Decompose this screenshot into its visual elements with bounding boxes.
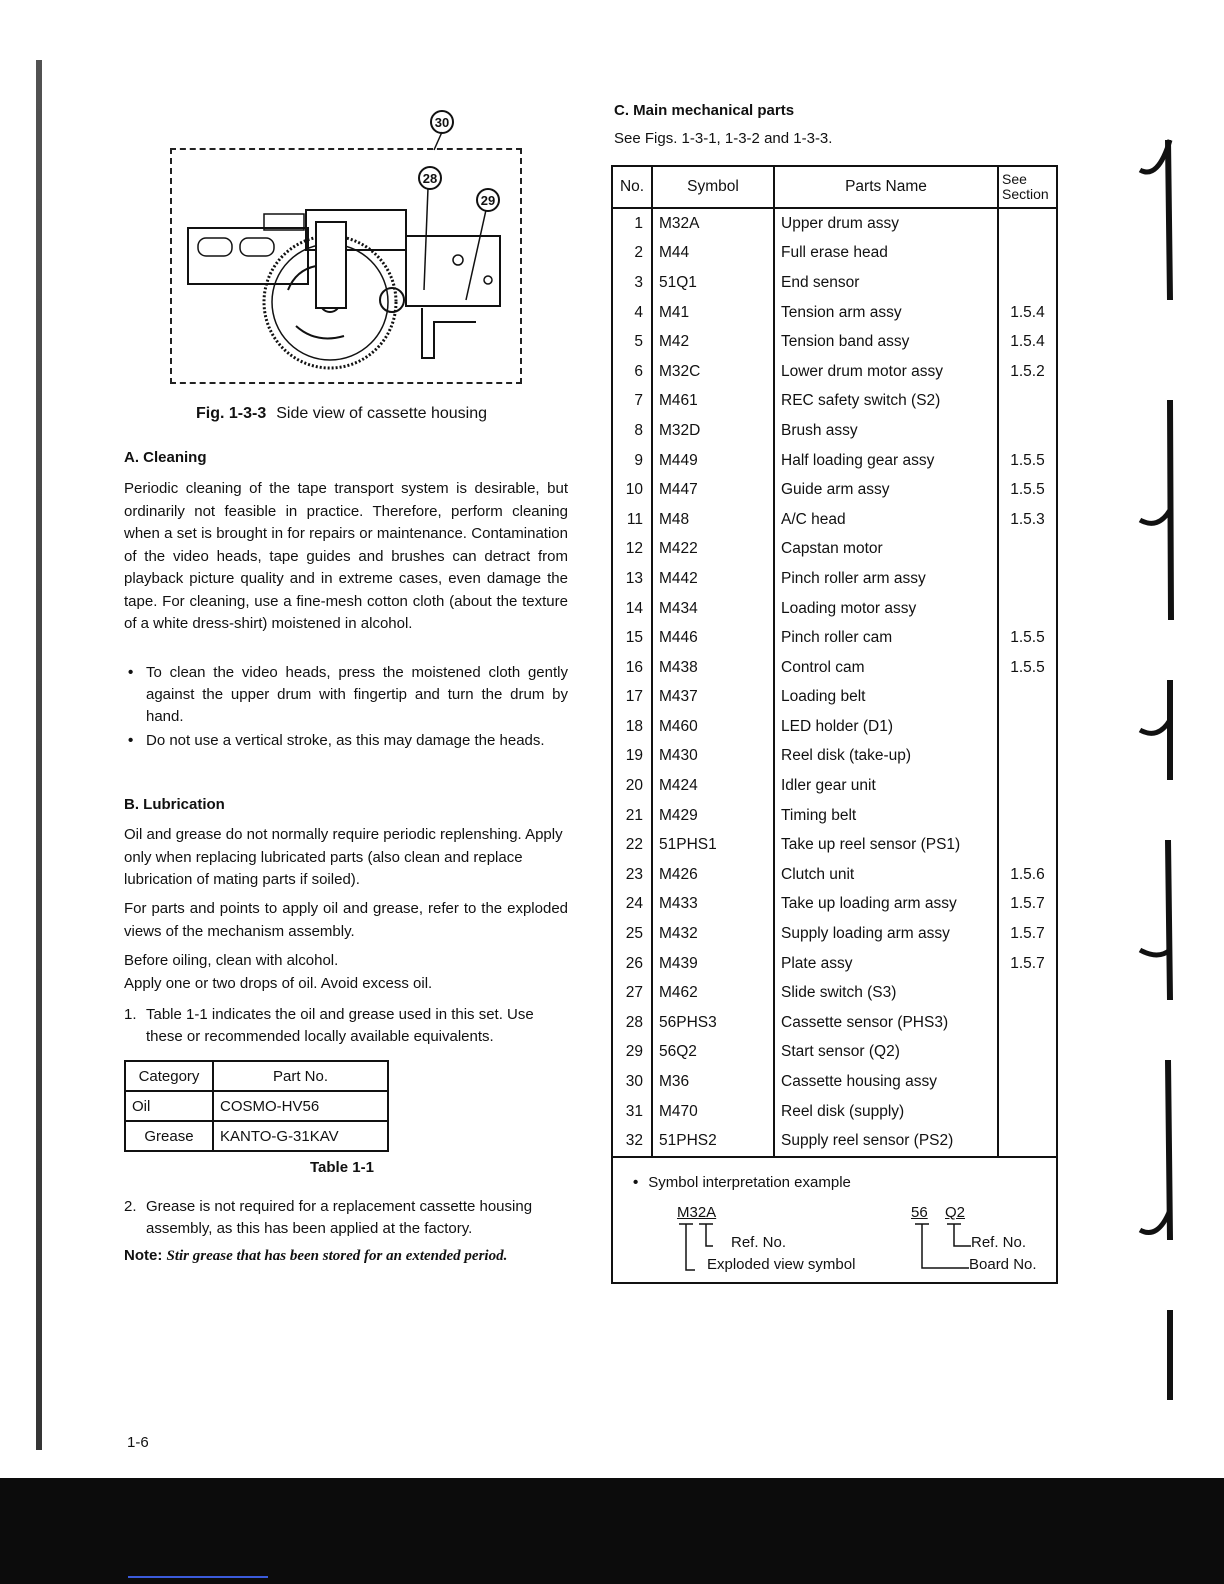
part-symbol: M430 xyxy=(652,742,774,772)
left-ref-label: Ref. No. xyxy=(731,1234,787,1251)
table-row xyxy=(612,416,1057,446)
numbered-item xyxy=(124,1196,568,1240)
part-symbol: M439 xyxy=(652,949,774,979)
table-row xyxy=(612,1008,1057,1038)
table-row xyxy=(612,594,1057,624)
part-section xyxy=(998,1038,1057,1068)
scan-left-edge xyxy=(36,60,42,1450)
lubrication-item-1 xyxy=(124,1004,568,1048)
part-symbol: M434 xyxy=(652,594,774,624)
part-section xyxy=(998,742,1057,772)
part-symbol: M447 xyxy=(652,475,774,505)
part-symbol: M437 xyxy=(652,683,774,713)
item-number: 1. xyxy=(124,1006,137,1023)
part-name: Tension band assy xyxy=(774,327,998,357)
part-section xyxy=(998,830,1057,860)
right-bracket xyxy=(913,1222,973,1274)
left-exploded-label: Exploded view symbol xyxy=(707,1256,856,1273)
part-name: Reel disk (supply) xyxy=(774,1097,998,1127)
part-no: 7 xyxy=(612,387,652,417)
part-no: 26 xyxy=(612,949,652,979)
part-no: 22 xyxy=(612,830,652,860)
table-row xyxy=(612,683,1057,713)
part-section xyxy=(998,1008,1057,1038)
part-symbol: M41 xyxy=(652,298,774,328)
table-row xyxy=(612,475,1057,505)
figure-caption-text: Side view of cassette housing xyxy=(276,405,488,422)
part-section: 1.5.2 xyxy=(998,357,1057,387)
part-symbol: M44 xyxy=(652,239,774,269)
right-board-number: 56 xyxy=(911,1204,928,1221)
oil-table-header: Part No. xyxy=(213,1061,388,1091)
part-symbol: M426 xyxy=(652,860,774,890)
item-text: Grease is not required for a replacement cassette housing assembly, as this has been applied at the factory. xyxy=(146,1198,533,1237)
part-no: 13 xyxy=(612,564,652,594)
part-name: Clutch unit xyxy=(774,860,998,890)
item-number: 2. xyxy=(124,1198,137,1215)
table-row xyxy=(612,298,1057,328)
part-symbol: 51PHS2 xyxy=(652,1126,774,1157)
part-symbol: M48 xyxy=(652,505,774,535)
part-no: 15 xyxy=(612,623,652,653)
part-no: 6 xyxy=(612,357,652,387)
parts-header-no: No. xyxy=(612,166,652,208)
part-name: Loading motor assy xyxy=(774,594,998,624)
part-symbol: M462 xyxy=(652,978,774,1008)
oil-table-cell: COSMO-HV56 xyxy=(213,1091,388,1121)
part-section: 1.5.5 xyxy=(998,653,1057,683)
lubrication-para-3 xyxy=(124,950,568,995)
part-name: Tension arm assy xyxy=(774,298,998,328)
table-row xyxy=(612,712,1057,742)
note-text: Stir grease that has been stored for an extended period. xyxy=(166,1248,508,1264)
part-no: 2 xyxy=(612,239,652,269)
part-symbol: M446 xyxy=(652,623,774,653)
oil-table-header: Category xyxy=(125,1061,213,1091)
lubrication-para-1: Oil and grease do not normally require periodic replenshing. Apply only when replacing lubricated parts (also clean and replace lubrication of mating parts if soiled). xyxy=(124,826,563,888)
part-name: Half loading gear assy xyxy=(774,446,998,476)
part-no: 16 xyxy=(612,653,652,683)
table-row xyxy=(612,949,1057,979)
cleaning-bullet: • To clean the video heads, press the moistened cloth gently against the upper drum with fingertip and turn the drum by hand. xyxy=(124,662,568,728)
part-no: 29 xyxy=(612,1038,652,1068)
part-name: LED holder (D1) xyxy=(774,712,998,742)
bullet-dot: • xyxy=(633,1174,639,1191)
figure-caption-label: Fig. 1-3-3 xyxy=(196,405,267,422)
table-row xyxy=(612,327,1057,357)
part-no: 14 xyxy=(612,594,652,624)
part-symbol: M449 xyxy=(652,446,774,476)
numbered-item xyxy=(124,1004,568,1048)
part-name: Idler gear unit xyxy=(774,771,998,801)
table-row xyxy=(612,357,1057,387)
oil-table-caption: Table 1-1 xyxy=(310,1159,374,1176)
part-no: 18 xyxy=(612,712,652,742)
figure-caption xyxy=(196,405,487,423)
table-row xyxy=(612,860,1057,890)
callout-29: 29 xyxy=(476,188,500,212)
symbol-example-title-row xyxy=(633,1174,851,1191)
note-label: Note: xyxy=(124,1247,163,1264)
part-section xyxy=(998,683,1057,713)
part-no: 19 xyxy=(612,742,652,772)
scan-right-edge xyxy=(1130,80,1190,1420)
oil-table-cell: Grease xyxy=(125,1121,213,1151)
mechanical-subheading: See Figs. 1-3-1, 1-3-2 and 1-3-3. xyxy=(614,130,833,147)
part-no: 12 xyxy=(612,535,652,565)
part-section xyxy=(998,268,1057,298)
part-name: Cassette housing assy xyxy=(774,1067,998,1097)
table-row xyxy=(612,239,1057,269)
table-row xyxy=(612,919,1057,949)
part-symbol: 51PHS1 xyxy=(652,830,774,860)
part-section xyxy=(998,208,1057,239)
part-no: 27 xyxy=(612,978,652,1008)
lubrication-heading: B. Lubrication xyxy=(124,796,225,813)
part-name: Pinch roller arm assy xyxy=(774,564,998,594)
part-name: Supply reel sensor (PS2) xyxy=(774,1126,998,1157)
part-section xyxy=(998,239,1057,269)
part-name: Slide switch (S3) xyxy=(774,978,998,1008)
table-row xyxy=(612,801,1057,831)
part-no: 24 xyxy=(612,890,652,920)
mechanical-parts-table xyxy=(611,165,1058,1158)
cleaning-bullets xyxy=(124,662,568,754)
part-symbol: M32D xyxy=(652,416,774,446)
parts-table-body xyxy=(612,208,1057,1157)
lubrication-para-3-line-2: Apply one or two drops of oil. Avoid excess oil. xyxy=(124,974,433,992)
part-section: 1.5.7 xyxy=(998,919,1057,949)
lubrication-note xyxy=(124,1247,594,1265)
part-symbol: 51Q1 xyxy=(652,268,774,298)
part-no: 9 xyxy=(612,446,652,476)
table-row xyxy=(612,771,1057,801)
part-no: 23 xyxy=(612,860,652,890)
part-no: 8 xyxy=(612,416,652,446)
table-row xyxy=(612,653,1057,683)
right-ref-symbol: Q2 xyxy=(945,1204,966,1221)
lubrication-para-2: For parts and points to apply oil and grease, refer to the exploded views of the mechanism assembly. xyxy=(124,900,568,940)
right-board-label: Board No. xyxy=(969,1256,1037,1273)
part-no: 17 xyxy=(612,683,652,713)
part-symbol: 56PHS3 xyxy=(652,1008,774,1038)
part-section xyxy=(998,801,1057,831)
part-name: Cassette sensor (PHS3) xyxy=(774,1008,998,1038)
oil-grease-table xyxy=(124,1060,389,1152)
part-name: Timing belt xyxy=(774,801,998,831)
part-section xyxy=(998,535,1057,565)
part-no: 31 xyxy=(612,1097,652,1127)
left-symbol: M32A xyxy=(677,1204,717,1221)
part-symbol: M429 xyxy=(652,801,774,831)
table-row xyxy=(612,742,1057,772)
part-name: Reel disk (take-up) xyxy=(774,742,998,772)
cleaning-heading: A. Cleaning xyxy=(124,449,207,466)
parts-header-symbol: Symbol xyxy=(652,166,774,208)
symbol-example-box xyxy=(611,1152,1058,1284)
table-row xyxy=(612,1097,1057,1127)
cleaning-paragraph: Periodic cleaning of the tape transport system is desirable, but ordinarily not feasible in practice. Therefore, perform cleaning when a set is brought in for repairs or maintenance. Contamination of the video heads, tape guides and brushes can detract from playback picture quality and in extreme cases, even damage the tape. For cleaning, use a fine-mesh cotton cloth (about the texture of a white dress-shirt) moistened in alcohol. xyxy=(124,480,568,632)
part-name: Take up loading arm assy xyxy=(774,890,998,920)
parts-header-name: Parts Name xyxy=(774,166,998,208)
part-no: 20 xyxy=(612,771,652,801)
part-name: REC safety switch (S2) xyxy=(774,387,998,417)
part-name: Upper drum assy xyxy=(774,208,998,239)
scan-link-line xyxy=(128,1576,268,1578)
oil-table-cell: Oil xyxy=(125,1091,213,1121)
part-section: 1.5.4 xyxy=(998,298,1057,328)
table-row xyxy=(612,387,1057,417)
lubrication-para-3-line-1: Before oiling, clean with alcohol. xyxy=(124,952,339,969)
part-section: 1.5.7 xyxy=(998,949,1057,979)
part-section: 1.5.5 xyxy=(998,623,1057,653)
part-name: Supply loading arm assy xyxy=(774,919,998,949)
part-symbol: M42 xyxy=(652,327,774,357)
part-name: Loading belt xyxy=(774,683,998,713)
table-row xyxy=(125,1091,388,1121)
part-section xyxy=(998,1067,1057,1097)
part-section: 1.5.5 xyxy=(998,475,1057,505)
part-no: 4 xyxy=(612,298,652,328)
part-symbol: M32C xyxy=(652,357,774,387)
part-section xyxy=(998,1097,1057,1127)
part-section xyxy=(998,712,1057,742)
lubrication-item-2 xyxy=(124,1196,568,1240)
table-row xyxy=(612,564,1057,594)
part-section xyxy=(998,594,1057,624)
cassette-housing-drawing xyxy=(176,130,516,380)
part-symbol: 56Q2 xyxy=(652,1038,774,1068)
mechanical-heading: C. Main mechanical parts xyxy=(614,102,795,119)
part-section xyxy=(998,387,1057,417)
part-no: 1 xyxy=(612,208,652,239)
part-section: 1.5.7 xyxy=(998,890,1057,920)
part-no: 3 xyxy=(612,268,652,298)
part-section: 1.5.4 xyxy=(998,327,1057,357)
part-no: 5 xyxy=(612,327,652,357)
part-symbol: M470 xyxy=(652,1097,774,1127)
part-symbol: M424 xyxy=(652,771,774,801)
part-no: 10 xyxy=(612,475,652,505)
part-section xyxy=(998,978,1057,1008)
scan-bottom-bar xyxy=(0,1478,1224,1584)
cleaning-bullet: • Do not use a vertical stroke, as this may damage the heads. xyxy=(124,730,568,752)
part-name: Lower drum motor assy xyxy=(774,357,998,387)
part-no: 32 xyxy=(612,1126,652,1157)
part-symbol: M461 xyxy=(652,387,774,417)
part-no: 21 xyxy=(612,801,652,831)
oil-table-cell: KANTO-G-31KAV xyxy=(213,1121,388,1151)
page-number: 1-6 xyxy=(127,1434,149,1451)
part-section xyxy=(998,416,1057,446)
table-row xyxy=(612,268,1057,298)
part-section: 1.5.3 xyxy=(998,505,1057,535)
part-symbol: M442 xyxy=(652,564,774,594)
symbol-example-title: Symbol interpretation example xyxy=(648,1174,851,1191)
part-name: Full erase head xyxy=(774,239,998,269)
part-name: End sensor xyxy=(774,268,998,298)
part-section xyxy=(998,564,1057,594)
table-row xyxy=(612,1067,1057,1097)
part-symbol: M36 xyxy=(652,1067,774,1097)
part-symbol: M32A xyxy=(652,208,774,239)
part-name: Capstan motor xyxy=(774,535,998,565)
part-symbol: M422 xyxy=(652,535,774,565)
part-symbol: M438 xyxy=(652,653,774,683)
parts-header-section: See Section xyxy=(998,166,1057,208)
callout-30: 30 xyxy=(430,110,454,134)
table-row xyxy=(612,890,1057,920)
part-symbol: M432 xyxy=(652,919,774,949)
right-ref-label: Ref. No. xyxy=(971,1234,1027,1251)
part-no: 28 xyxy=(612,1008,652,1038)
part-name: Plate assy xyxy=(774,949,998,979)
part-name: Control cam xyxy=(774,653,998,683)
table-row xyxy=(125,1121,388,1151)
part-name: Guide arm assy xyxy=(774,475,998,505)
part-symbol: M433 xyxy=(652,890,774,920)
table-row xyxy=(612,505,1057,535)
item-text: Table 1-1 indicates the oil and grease used in this set. Use these or recommended locally available equivalents. xyxy=(146,1006,534,1045)
part-name: A/C head xyxy=(774,505,998,535)
part-no: 30 xyxy=(612,1067,652,1097)
part-name: Take up reel sensor (PS1) xyxy=(774,830,998,860)
table-row xyxy=(612,535,1057,565)
part-symbol: M460 xyxy=(652,712,774,742)
part-no: 25 xyxy=(612,919,652,949)
part-section: 1.5.6 xyxy=(998,860,1057,890)
part-name: Brush assy xyxy=(774,416,998,446)
callout-28: 28 xyxy=(418,166,442,190)
table-row xyxy=(612,623,1057,653)
part-name: Start sensor (Q2) xyxy=(774,1038,998,1068)
table-row xyxy=(612,208,1057,239)
table-row xyxy=(612,978,1057,1008)
table-row xyxy=(612,1038,1057,1068)
part-section xyxy=(998,771,1057,801)
part-section: 1.5.5 xyxy=(998,446,1057,476)
part-no: 11 xyxy=(612,505,652,535)
part-name: Pinch roller cam xyxy=(774,623,998,653)
table-row xyxy=(612,446,1057,476)
table-row xyxy=(612,830,1057,860)
